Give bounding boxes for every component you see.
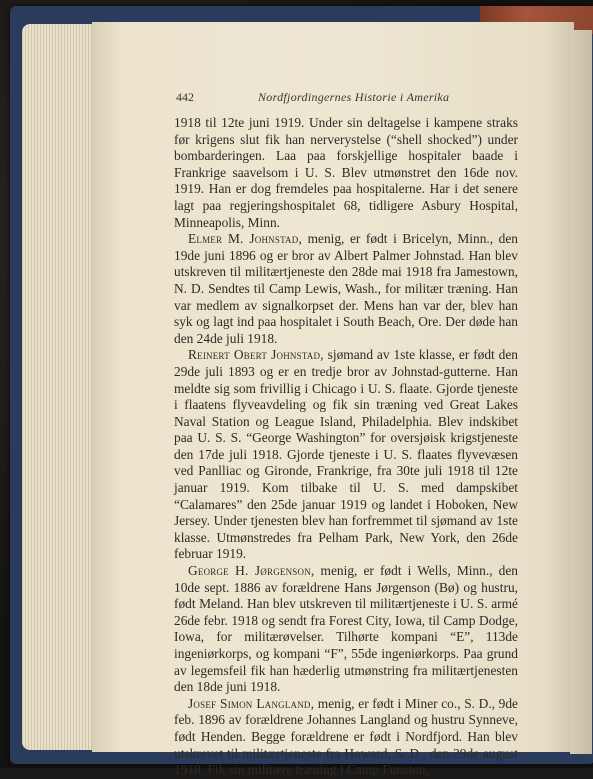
- page-header: [176, 90, 536, 108]
- entry-name: Reinert Obert Johnstad,: [188, 347, 324, 363]
- entry-name: Josef Simon Langland,: [188, 695, 315, 711]
- entry-text: menig, er født i Miner co., S. D., 9de feb. 1896 av forældrene Johannes Langland og hustru Synneve, født Henden. Begge forældrene er født i Nordfjord. Han blev utskrevet til militærtjeneste fra Howard, S. D., den 29de august 1918. Fik sin militære træning i Camp Funston,: [174, 695, 518, 778]
- body-text: [174, 115, 518, 779]
- paragraph-text: 1918 til 12te juni 1919. Under sin deltagelse i kampene straks før krigens slut fik han nerverystelse (“shell shocked”) under bombarderingen. Laa paa forskjellige hospitaler baade i Frankrige saavelsom i U. S. Blev utmønstret den 16de nov. 1919. Han er dog fremdeles paa hospitalerne. Har i det senere lagt paa regjeringshospitalet 68, tidligere Asbury Hospital, Minneapolis, Minn.: [174, 115, 518, 230]
- entry-text: menig, er født i Wells, Minn., den 10de sept. 1886 av forældrene Hans Jørgenson (Bø) og hustru, født Meland. Han blev utskreven til militærtjeneste i U. S. armé 26de febr. 1918 og sendt fra Forest City, Iowa, til Camp Dodge, Iowa, for militærøvelser. Tilhørte kompani “E”, 113de ingeniørkorps, og kompani “F”, 55de ingeniørkorps. Paa grund av legemsfeil fik han hæderlig utmønstring fra militærtjenesten den 18de juni 1918.: [174, 563, 518, 695]
- entry-name: George H. Jørgenson,: [188, 563, 315, 579]
- paragraph-continuation: [174, 115, 518, 231]
- page-number: 442: [176, 90, 194, 104]
- page-edges: [22, 24, 100, 750]
- entry-text: sjømand av 1ste klasse, er født den 29de juli 1893 og er en tredje bror av Johnstad-gutterne. Han meldte sig som frivillig i Chicago i U. S. flaate. Gjorde tjeneste i flaatens flyveavdeling og fik sin træning ved Great Lakes Naval Station og League Island, Philadelphia. Blev indskibet paa U. S. S. “George Washington” for oversjøisk krigstjeneste den 17de juli 1918. Gjorde tjeneste i U. S. flaates flyvevæsen ved Panlliac og Gironde, Frankrige, fra 30te juli 1918 til 12te januar 1919. Kom tilbake til U. S. med dampskibet “Calamares” den 25de januar 1919 og landet i Hoboken, New Jersey. Under tjenesten blev han forfremmet til sjømand av 1ste klasse. Utmønstredes fra Pelham Park, New York, den 26de februar 1919.: [174, 347, 518, 562]
- entry-george-jorgenson: [174, 563, 518, 696]
- running-title: Nordfjordingernes Historie i Amerika: [258, 90, 450, 104]
- entry-reinert-johnstad: [174, 347, 518, 563]
- entry-elmer-johnstad: [174, 231, 518, 347]
- facing-page-edge: [570, 30, 592, 754]
- entry-text: menig, er født i Bricelyn, Minn., den 19de juni 1896 og er bror av Albert Palmer Johnstad. Han blev utskreven til militærtjeneste den 28de mai 1918 fra Jamestown, N. D. Sendtes til Camp Lewis, Wash., for militær træning. Han var medlem av signalkorpset der. Mens han var der, blev han syk og lagt ind paa hospitalet i South Beach, Ore. Der døde han den 24de juli 1918.: [174, 231, 518, 346]
- entry-name: Elmer M. Johnstad,: [188, 231, 303, 247]
- entry-josef-langland: [174, 696, 518, 779]
